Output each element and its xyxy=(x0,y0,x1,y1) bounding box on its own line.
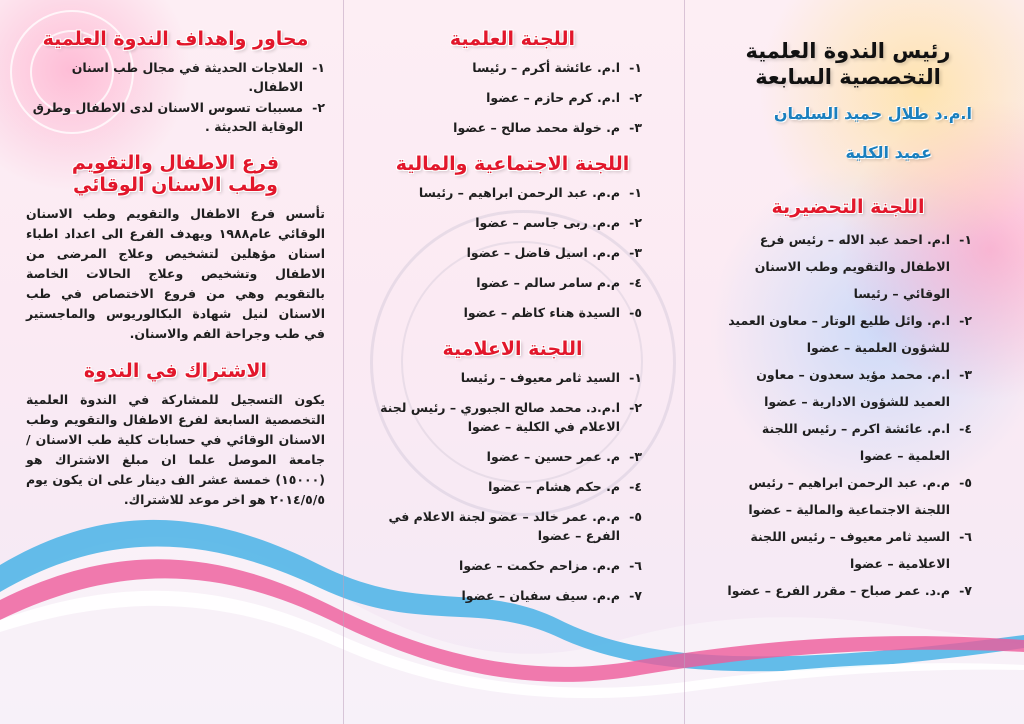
item-text: م. حكم هشام – عضوا xyxy=(488,479,620,494)
title-line: رئيس الندوة العلمية xyxy=(745,39,951,63)
item-number: ٢- xyxy=(629,400,642,415)
chairman-name: ا.م.د طلال حميد السلمان xyxy=(773,104,972,123)
list-item xyxy=(365,243,660,262)
list-item xyxy=(365,303,660,322)
left-panel xyxy=(0,0,345,724)
list-item xyxy=(365,398,660,436)
item-number: ٥- xyxy=(629,305,642,320)
item-number: ٣- xyxy=(959,367,972,382)
list-item xyxy=(365,556,660,575)
item-number: ٤- xyxy=(629,479,642,494)
item-number: ١- xyxy=(312,60,325,75)
item-text: م.م. اسيل فاضل – عضوا xyxy=(466,245,620,260)
branch-heading xyxy=(26,152,325,196)
scientific-committee-heading: اللجنة العلمية xyxy=(449,28,576,50)
item-text: العلاجات الحديثة في مجال طب اسنان الاطفال. xyxy=(71,60,303,94)
goals-list xyxy=(26,58,325,136)
social-committee-heading: اللجنة الاجتماعية والمالية xyxy=(395,153,630,175)
item-number: ٤- xyxy=(959,421,972,436)
goals-heading: محاور واهداف الندوة العلمية xyxy=(42,28,309,50)
heading-line: وطب الاسنان الوقائي xyxy=(73,174,278,196)
heading-line: فرع الاطفال والتقويم xyxy=(71,152,280,174)
scientific-committee-section xyxy=(365,28,660,137)
item-text: م.م. عمر خالد – عضو لجنة الاعلام في الفرع – عضوا xyxy=(388,509,620,543)
item-text: السيدة هناء كاظم – عضوا xyxy=(463,305,620,320)
item-number: ٢- xyxy=(312,100,325,115)
item-number: ١- xyxy=(629,370,642,385)
item-text: ا.م. محمد مؤيد سعدون – معاون العميد للشؤون الادارية – عضوا xyxy=(756,367,950,409)
item-number: ٢- xyxy=(959,313,972,328)
item-number: ٢- xyxy=(629,215,642,230)
item-number: ١- xyxy=(629,60,642,75)
list-item xyxy=(724,577,972,604)
item-text: ا.م. كرم حازم – عضوا xyxy=(486,90,620,105)
list-item xyxy=(365,183,660,202)
list-item xyxy=(724,307,972,361)
list-item xyxy=(365,273,660,292)
item-text: م.م. سيف سفيان – عضوا xyxy=(461,588,620,603)
participation-heading: الاشتراك في الندوة xyxy=(83,360,268,382)
middle-panel xyxy=(345,0,690,724)
list-item xyxy=(365,477,660,496)
scientific-committee-list xyxy=(365,58,660,137)
item-text: مسببات تسوس الاسنان لدى الاطفال وطرق الوقاية الحديثة . xyxy=(32,100,303,134)
item-number: ٧- xyxy=(959,583,972,598)
item-number: ٣- xyxy=(629,245,642,260)
item-number: ٥- xyxy=(629,509,642,524)
list-item xyxy=(365,368,660,387)
item-number: ١- xyxy=(959,232,972,247)
item-text: م.م. مزاحم حكمت – عضوا xyxy=(459,558,620,573)
list-item xyxy=(365,447,660,466)
item-number: ١- xyxy=(629,185,642,200)
item-text: السيد ثامر معيوف – رئيسا xyxy=(460,370,620,385)
list-item xyxy=(724,361,972,415)
item-number: ٣- xyxy=(629,120,642,135)
item-text: م. خولة محمد صالح – عضوا xyxy=(453,120,620,135)
item-text: ا.م. عائشة اكرم – رئيس اللجنة العلمية – عضوا xyxy=(761,421,950,463)
list-item xyxy=(26,58,325,96)
item-text: م.م. ربى جاسم – عضوا xyxy=(475,215,620,230)
participation-paragraph: يكون التسجيل للمشاركة في الندوة العلمية التخصصية السابعة لفرع الاطفال والتقويم وطب الاسنان الوقائي في حسابات كلية طب الاسنان / جامعة الموصل علما ان مبلغ الاشتراك هو (١٥٠٠٠) خمسة عشر الف دينار على ان يكون يوم ٢٠١٤/٥/٥ هو اخر موعد للاشتراك. xyxy=(26,392,325,507)
item-text: م. عمر حسين – عضوا xyxy=(486,449,620,464)
item-text: م.م. عبد الرحمن ابراهيم – رئيس اللجنة الاجتماعية والمالية – عضوا xyxy=(748,475,950,517)
goals-section xyxy=(26,28,325,136)
item-text: م.م سامر سالم – عضوا xyxy=(476,275,620,290)
list-item xyxy=(724,469,972,523)
right-panel xyxy=(690,0,1024,724)
item-number: ٣- xyxy=(629,449,642,464)
item-number: ٢- xyxy=(629,90,642,105)
item-number: ٤- xyxy=(629,275,642,290)
item-text: م.م. عبد الرحمن ابراهيم – رئيسا xyxy=(418,185,620,200)
prep-committee-list xyxy=(724,226,972,604)
item-text: السيد ثامر معيوف – رئيس اللجنة الاعلامية – عضوا xyxy=(750,529,950,571)
social-committee-list xyxy=(365,183,660,322)
branch-section xyxy=(26,152,325,344)
participation-section xyxy=(26,360,325,510)
title-line: التخصصية السابعة xyxy=(755,65,941,89)
list-item xyxy=(365,586,660,605)
list-item xyxy=(26,98,325,136)
media-committee-list xyxy=(365,368,660,605)
prep-committee-heading: اللجنة التحضيرية xyxy=(771,196,925,218)
list-item xyxy=(365,88,660,107)
list-item xyxy=(365,507,660,545)
list-item xyxy=(724,523,972,577)
chairman-role: عميد الكلية xyxy=(845,143,932,162)
item-text: م.د. عمر صباح – مقرر الفرع – عضوا xyxy=(727,583,950,598)
item-text: ا.م. وائل طليع الوتار – معاون العميد للشؤون العلمية – عضوا xyxy=(728,313,950,355)
item-number: ٦- xyxy=(629,558,642,573)
media-committee-section xyxy=(365,338,660,605)
list-item xyxy=(365,58,660,77)
list-item xyxy=(365,213,660,232)
item-number: ٧- xyxy=(629,588,642,603)
list-item xyxy=(724,415,972,469)
item-text: ا.م. عائشة أكرم – رئيسا xyxy=(472,60,620,75)
media-committee-heading: اللجنة الاعلامية xyxy=(442,338,583,360)
list-item xyxy=(365,118,660,137)
social-committee-section xyxy=(365,153,660,322)
symposium-chair-title xyxy=(724,38,972,90)
list-item xyxy=(724,226,972,307)
item-number: ٥- xyxy=(959,475,972,490)
branch-paragraph: تأسس فرع الاطفال والتقويم وطب الاسنان الوقائي عام١٩٨٨ ويهدف الفرع الى اعداد اطباء اسنان مؤهلين لتشخيص وعلاج المرضى من الاطفال وتشخيص وعلاج الحالات الخاصة بالتقويم وهي من فروع الاختصاص في طب الاسنان لنيل شهادة البكالوريوس والماجستير في طب وجراحة الفم والاسنان. xyxy=(26,206,326,341)
item-text: ا.م. احمد عبد الاله – رئيس فرع الاطفال والتقويم وطب الاسنان الوقائي – رئيسا xyxy=(754,232,950,301)
item-text: ا.م.د. محمد صالح الجبوري – رئيس لجنة الاعلام في الكلية – عضوا xyxy=(380,400,620,434)
item-number: ٦- xyxy=(959,529,972,544)
